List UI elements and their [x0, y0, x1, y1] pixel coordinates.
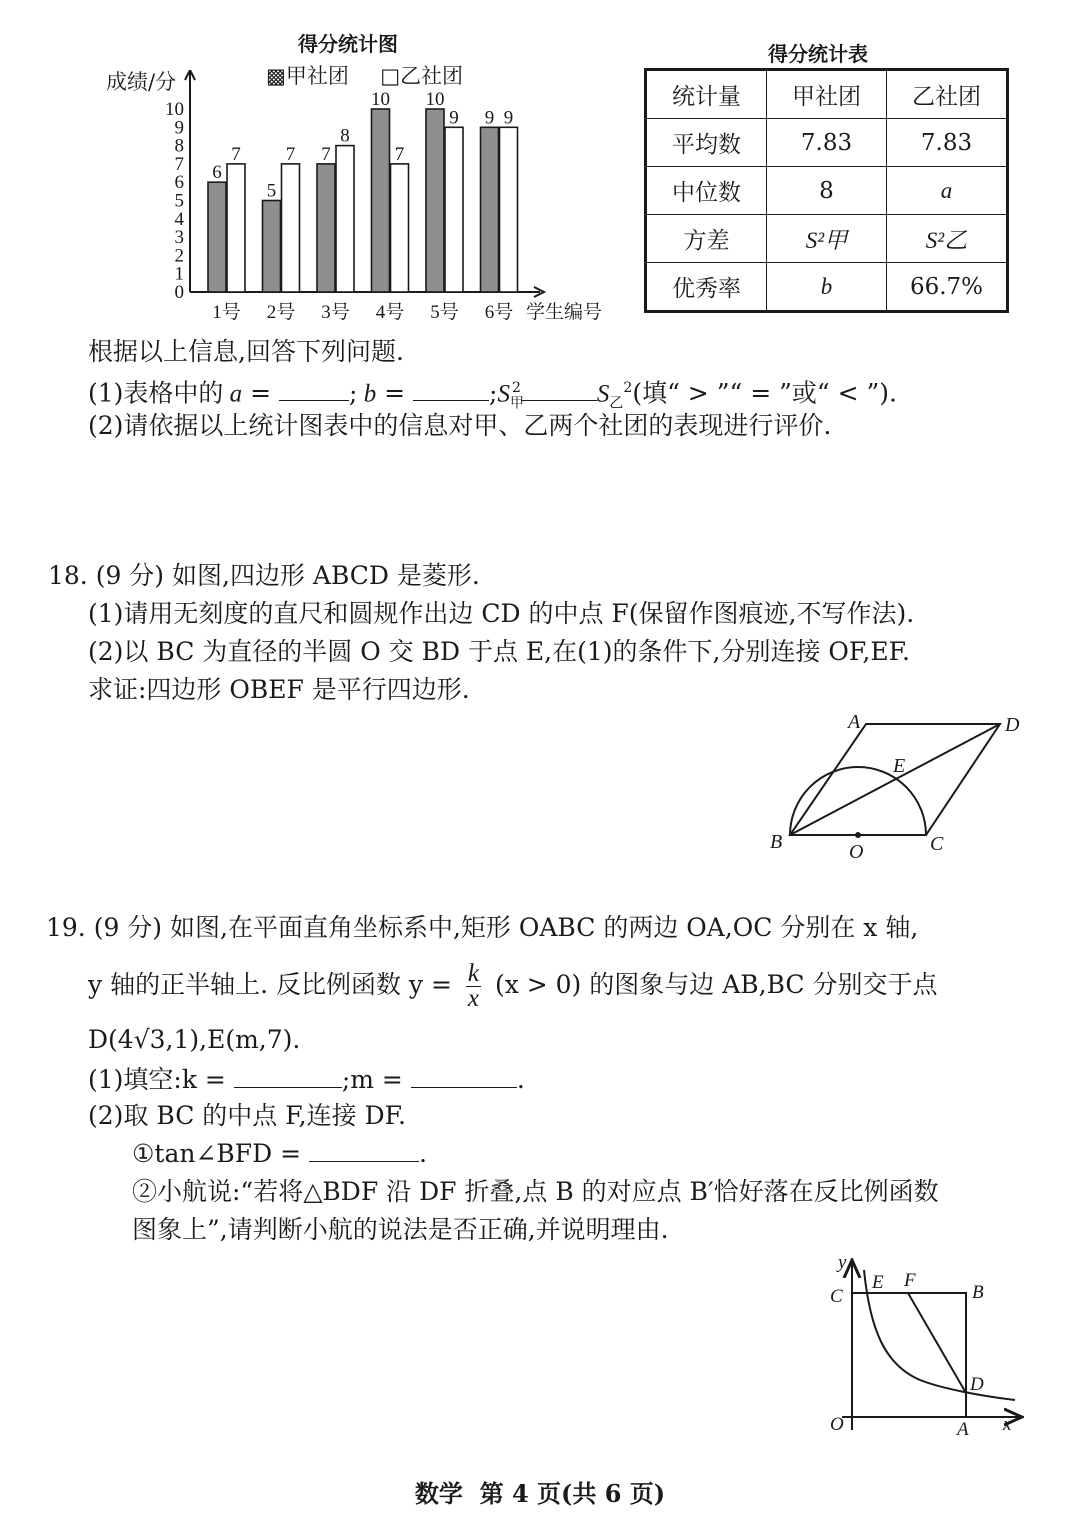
table-cell: 7.83 — [887, 119, 1008, 167]
stat-table — [644, 68, 1009, 313]
bar-jia — [372, 109, 390, 292]
separator: ; — [349, 378, 358, 408]
bar-jia — [263, 201, 281, 293]
fraction-numerator: k — [467, 960, 479, 987]
label-f: F — [904, 1270, 916, 1291]
coordinate-figure — [820, 1250, 1030, 1440]
table-cell: 优秀率 — [646, 263, 767, 312]
table-header-cell: 甲社团 — [767, 70, 887, 119]
stat-table-title: 得分统计表 — [768, 42, 868, 66]
table-header-cell: 统计量 — [646, 70, 767, 119]
label-a: A — [848, 711, 861, 733]
rhombus-figure — [760, 700, 1060, 870]
table-cell: b — [767, 263, 887, 312]
y-tick-label: 4 — [174, 208, 184, 230]
bar-yi — [500, 127, 518, 292]
y-tick-label: 10 — [165, 99, 184, 120]
answer-blank-a[interactable] — [279, 378, 349, 401]
bar-value-label: 9 — [484, 107, 495, 129]
table-cell: S²乙 — [887, 215, 1008, 263]
bar-yi — [336, 146, 354, 292]
x-category-label: 6号 — [484, 302, 514, 323]
q19-part2-1: ①tan∠BFD = . — [132, 1139, 427, 1168]
q18-heading: 18. (9 分) 如图,四边形 ABCD 是菱形. — [48, 561, 480, 590]
table-cell: 66.7% — [887, 263, 1008, 312]
q19-heading-2a: y 轴的正半轴上. 反比例函数 y = — [88, 970, 452, 999]
label-b: B — [770, 831, 783, 853]
bar-jia — [426, 109, 444, 292]
bar-value-label: 9 — [503, 107, 514, 129]
legend-yi-swatch: □ — [380, 64, 401, 88]
label-d: D — [970, 1374, 984, 1395]
table-row — [646, 119, 1008, 167]
bar-yi — [391, 164, 409, 292]
y-tick-label: 7 — [174, 153, 184, 175]
label-y: y — [838, 1252, 847, 1273]
q17-intro: 根据以上信息,回答下列问题. — [88, 337, 404, 366]
label-c: C — [930, 833, 944, 855]
bar-chart — [150, 70, 630, 330]
score-chart-title: 得分统计图 — [298, 32, 398, 56]
y-tick-label: 0 — [174, 282, 184, 303]
label-d: D — [1005, 714, 1020, 736]
y-tick-label: 1 — [174, 263, 184, 285]
x-axis-label: 学生编号 — [526, 302, 603, 323]
rectangle-oabc — [852, 1293, 966, 1417]
label-a: A — [957, 1419, 969, 1440]
inverse-function-curve — [864, 1270, 1015, 1400]
q17-part1-hint: (填“ > ”“ = ”或“ < ”). — [632, 378, 897, 408]
table-row — [646, 263, 1008, 312]
x-category-label: 3号 — [321, 302, 350, 323]
q19-part2: (2)取 BC 的中点 F,连接 DF. — [88, 1101, 407, 1130]
legend-yi-label: 乙社团 — [400, 64, 464, 88]
table-cell: 7.83 — [767, 119, 887, 167]
bar-value-label: 10 — [425, 89, 445, 110]
diagonal-bd — [790, 724, 1000, 835]
label-o: O — [849, 841, 864, 863]
y-tick-label: 6 — [174, 172, 184, 194]
bar-jia — [481, 127, 499, 292]
bar-value-label: 7 — [321, 143, 331, 165]
table-cell: 中位数 — [646, 167, 767, 215]
q18-part3: 求证:四边形 OBEF 是平行四边形. — [88, 675, 470, 704]
table-cell: a — [887, 167, 1008, 215]
q19-heading-2 — [88, 962, 937, 1011]
q19-part2-2b: 图象上”,请判断小航的说法是否正确,并说明理由. — [132, 1215, 669, 1244]
x-category-label: 5号 — [430, 302, 459, 323]
bar-value-label: 7 — [285, 143, 296, 165]
table-header-row — [646, 70, 1008, 119]
label-e: E — [872, 1272, 884, 1293]
q18-part1: (1)请用无刻度的直尺和圆规作出边 CD 的中点 F(保留作图痕迹,不写作法). — [88, 599, 915, 628]
y-tick-label: 2 — [174, 245, 184, 267]
page-footer: 数学 第 4 页(共 6 页) — [414, 1479, 666, 1508]
table-cell: 方差 — [646, 215, 767, 263]
answer-blank-compare[interactable] — [521, 378, 597, 401]
bar-value-label: 5 — [266, 180, 277, 202]
q17-part1-text: (1)表格中的 — [88, 378, 224, 408]
bar-yi — [445, 127, 463, 292]
legend-jia-label: 甲社团 — [285, 64, 349, 88]
answer-blank-k[interactable] — [234, 1065, 342, 1088]
q19-heading-2b: (x > 0) 的图象与边 AB,BC 分别交于点 — [494, 970, 938, 999]
q18-part2: (2)以 BC 为直径的半圆 O 交 BD 于点 E,在(1)的条件下,分别连接 OF,EF. — [88, 637, 910, 666]
bar-value-label: 10 — [371, 89, 390, 110]
bar-value-label: 7 — [231, 143, 241, 165]
q19-part2-1-text: ①tan∠BFD = — [132, 1139, 302, 1168]
y-axis-label: 成绩/分 — [106, 70, 177, 94]
y-tick-label: 9 — [174, 117, 184, 139]
q17-part1: (1)表格中的 a = ; $b = ;S_甲^2$ $S_乙^2$(填“ > ”“ = ”或“ < ”). — [88, 378, 897, 412]
table-cell: 平均数 — [646, 119, 767, 167]
fraction-denominator: x — [467, 985, 479, 1012]
answer-blank-b[interactable] — [413, 378, 489, 401]
x-category-label: 2号 — [266, 302, 296, 323]
y-tick-label: 5 — [174, 190, 184, 212]
bar-value-label: 8 — [340, 125, 350, 147]
label-e: E — [893, 755, 906, 777]
label-c: C — [830, 1286, 843, 1307]
q19-heading-1: 19. (9 分) 如图,在平面直角坐标系中,矩形 OABC 的两边 OA,OC 分别在 x 轴, — [46, 913, 919, 942]
table-row — [646, 167, 1008, 215]
bar-yi — [227, 164, 245, 292]
q19-part1-m: ;m = — [341, 1065, 403, 1094]
x-category-label: 1号 — [212, 302, 241, 323]
q17-part2: (2)请依据以上统计图表中的信息对甲、乙两个社团的表现进行评价. — [88, 411, 832, 440]
table-cell: 8 — [767, 167, 887, 215]
q19-part1: (1)填空:k = ;m = . — [88, 1065, 525, 1094]
q19-part1-text: (1)填空:k = — [88, 1065, 226, 1094]
answer-blank-tan[interactable] — [309, 1139, 419, 1162]
label-x: x — [1003, 1414, 1012, 1435]
q19-part2-2a: ②小航说:“若将△BDF 沿 DF 折叠,点 B 的对应点 B′恰好落在反比例函数 — [132, 1177, 939, 1206]
table-header-cell: 乙社团 — [887, 70, 1008, 119]
y-tick-label: 8 — [174, 135, 184, 157]
q19-heading-3: D(4√3,1),E(m,7). — [88, 1025, 301, 1054]
label-b: B — [972, 1282, 984, 1303]
x-category-label: 4号 — [375, 302, 405, 323]
fraction-k-over-x — [466, 962, 481, 1011]
separator: ; — [489, 378, 498, 408]
bar-value-label: 7 — [394, 143, 405, 165]
label-o: O — [830, 1414, 844, 1435]
y-tick-label: 3 — [174, 227, 184, 249]
bar-jia — [208, 182, 226, 292]
bar-yi — [282, 164, 300, 292]
answer-blank-m[interactable] — [411, 1065, 517, 1088]
table-cell: S²甲 — [767, 215, 887, 263]
bar-value-label: 6 — [212, 162, 222, 184]
table-row — [646, 215, 1008, 263]
center-point-o — [855, 832, 861, 838]
legend-jia-swatch: ▩ — [266, 64, 286, 88]
bar-jia — [317, 164, 335, 292]
bar-value-label: 9 — [449, 107, 459, 129]
